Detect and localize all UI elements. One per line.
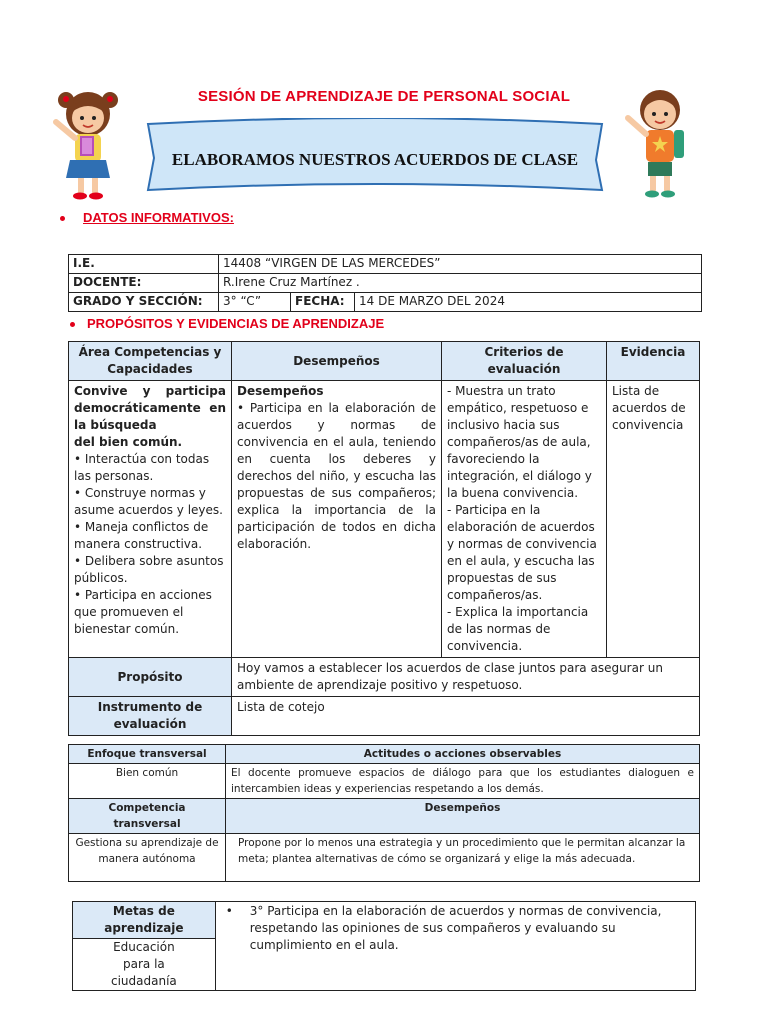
table-row	[69, 658, 700, 697]
capacidad-item: • Maneja conflictos de manera constructiva.	[74, 520, 209, 551]
evidencia-cell: Lista de acuerdos de convivencia	[607, 381, 700, 658]
datos-heading	[60, 210, 234, 225]
propositos-heading	[70, 316, 384, 331]
criterio-item: - Muestra un trato empático, respetuoso e inclusivo hacia sus compañeros/as de aula, favoreciendo la integración, el diálogo y la buena convivencia.	[447, 384, 592, 500]
col-evidencia: Evidencia	[607, 342, 700, 381]
table-row	[69, 274, 702, 293]
criterios-cell	[442, 381, 607, 658]
instrumento-text: Lista de cotejo	[232, 697, 700, 736]
criterio-item: - Participa en la elaboración de acuerdos y normas de convivencia en el aula, y escucha las propuestas de sus compañeros/as.	[447, 503, 597, 602]
capacidad-item: • Construye normas y asume acuerdos y leyes.	[74, 486, 223, 517]
fecha-label: FECHA:	[291, 293, 355, 312]
metas-cell	[215, 902, 695, 991]
table-row	[73, 902, 696, 939]
table-row	[69, 745, 700, 764]
capacidad-item: • Interactúa con todas las personas.	[74, 452, 210, 483]
table-row	[69, 799, 700, 834]
grado-label: GRADO Y SECCIÓN:	[69, 293, 219, 312]
docente-label: DOCENTE:	[69, 274, 219, 293]
desempenos-title: Desempeños	[237, 384, 324, 398]
datos-heading-text: DATOS INFORMATIVOS:	[83, 210, 234, 225]
metas-table	[72, 901, 696, 991]
competencia-value: Gestiona su aprendizaje de manera autónoma	[69, 834, 226, 882]
docente-value: R.Irene Cruz Martínez .	[219, 274, 702, 293]
desempeno-value: Propone por lo menos una estrategia y un procedimiento que le permitan alcanzar la meta; plantea alternativas de cómo se organizará y elige la más adecuada.	[226, 834, 700, 882]
capacidad-item: • Participa en acciones que promueven el bienestar común.	[74, 588, 212, 636]
competencia-title-2: del bien común.	[74, 435, 183, 449]
actitudes-value: El docente promueve espacios de diálogo para que los estudiantes dialoguen e intercambien ideas y experiencias respetando a los demás.	[226, 764, 700, 799]
page-title: SESIÓN DE APRENDIZAJE DE PERSONAL SOCIAL	[197, 88, 571, 105]
area-cell	[69, 381, 232, 658]
col-area: Área Competencias y Capacidades	[69, 342, 232, 381]
session-title: ELABORAMOS NUESTROS ACUERDOS DE CLASE	[171, 150, 579, 169]
enfoque-value: Bien común	[69, 764, 226, 799]
fecha-value: 14 DE MARZO DEL 2024	[355, 293, 702, 312]
col-enfoque: Enfoque transversal	[69, 745, 226, 764]
table-row	[69, 293, 702, 312]
grado-value: 3° “C”	[219, 293, 291, 312]
table-row	[69, 381, 700, 658]
table-row	[69, 834, 700, 882]
table-row	[69, 697, 700, 736]
col-competencia-transversal: Competencia transversal	[69, 799, 226, 834]
bullet-icon	[60, 216, 65, 221]
bullet-icon	[70, 322, 75, 327]
proposito-text: Hoy vamos a establecer los acuerdos de clase juntos para asegurar un ambiente de aprendizaje positivo y respetuoso.	[232, 658, 700, 697]
girl-illustration	[48, 86, 128, 202]
metas-text: 3° Participa en la elaboración de acuerdos y normas de convivencia, respetando las opiniones de sus compañeros y evaluando su cumplimiento en el aula.	[249, 904, 662, 952]
ie-label: I.E.	[69, 255, 219, 274]
bullet-icon: •	[225, 904, 233, 918]
metas-area: Educación para la ciudadanía	[73, 939, 216, 991]
boy-illustration	[618, 84, 698, 202]
capacidad-item: • Delibera sobre asuntos públicos.	[74, 554, 224, 585]
metas-label: Metas de aprendizaje	[73, 902, 216, 939]
table-row	[69, 255, 702, 274]
instrumento-label: Instrumento de evaluación	[69, 697, 232, 736]
ie-value: 14408 “VIRGEN DE LAS MERCEDES”	[219, 255, 702, 274]
desempenos-cell	[232, 381, 442, 658]
competencia-title: Convive y participa democráticamente en la búsqueda	[74, 384, 226, 432]
criterio-item: - Explica la importancia de las normas de convivencia.	[447, 605, 589, 653]
propositos-heading-text: PROPÓSITOS Y EVIDENCIAS DE APRENDIZAJE	[87, 316, 385, 331]
desempenos-text: • Participa en la elaboración de acuerdos y normas de convivencia en el aula, teniendo en cuenta los deberes y derechos del niño, y escucha las propuestas de sus compañeros; explica la importancia de la participación de todos en dicha elaboración.	[237, 401, 436, 551]
datos-table	[68, 254, 702, 312]
table-row	[69, 764, 700, 799]
col-criterios: Criterios de evaluación	[442, 342, 607, 381]
proposito-label: Propósito	[69, 658, 232, 697]
propositos-table	[68, 341, 700, 736]
table-row	[69, 342, 700, 381]
col-actitudes: Actitudes o acciones observables	[226, 745, 700, 764]
col-desempenos: Desempeños	[232, 342, 442, 381]
col-desempenos-transversal: Desempeños	[226, 799, 700, 834]
enfoque-table	[68, 744, 700, 882]
